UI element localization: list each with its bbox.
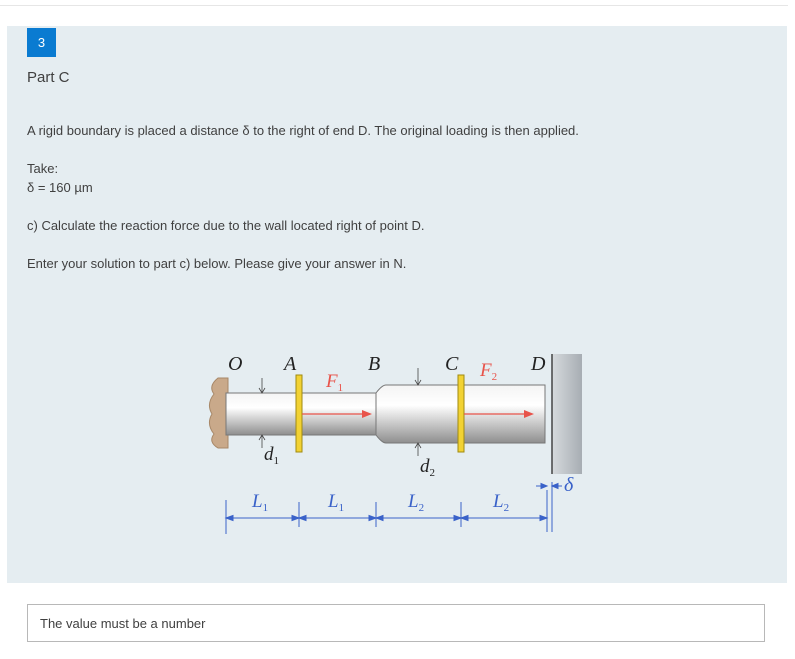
question-description: A rigid boundary is placed a distance δ to the right of end D. The original loading is then applied. [27, 123, 579, 138]
label-F2: $F_2$ [480, 360, 498, 383]
collar-A [296, 375, 302, 452]
label-d1: $d_1$ [264, 444, 279, 467]
question-number-badge: 3 [27, 28, 56, 57]
label-L2-first: $L_2$ [408, 491, 425, 514]
collar-C [458, 375, 464, 452]
label-L1-second: $L_1$ [328, 491, 345, 514]
top-divider [0, 5, 788, 6]
label-D: D [531, 353, 546, 375]
take-label: Take: [27, 161, 59, 176]
label-delta: δ [564, 474, 574, 496]
instruction-text: Enter your solution to part c) below. Please give your answer in N. [27, 256, 407, 271]
label-d2: $d_2$ [420, 456, 435, 479]
label-O: O [228, 353, 243, 375]
label-A: A [284, 353, 297, 375]
task-text: c) Calculate the reaction force due to the wall located right of point D. [27, 218, 425, 233]
label-C: C [445, 353, 459, 375]
answer-input[interactable] [27, 604, 765, 642]
fixed-support-O [209, 378, 228, 448]
label-L2-second: $L_2$ [493, 491, 510, 514]
part-title: Part C [27, 69, 70, 86]
label-L1-first: $L_1$ [252, 491, 269, 514]
shaft-figure [200, 342, 600, 542]
shaft-diagram [200, 342, 600, 542]
rigid-wall-right [552, 354, 582, 474]
label-B: B [368, 353, 381, 375]
label-F1: $F_1$ [326, 371, 344, 394]
dimension-line [226, 482, 562, 534]
take-value: δ = 160 µm [27, 180, 93, 195]
